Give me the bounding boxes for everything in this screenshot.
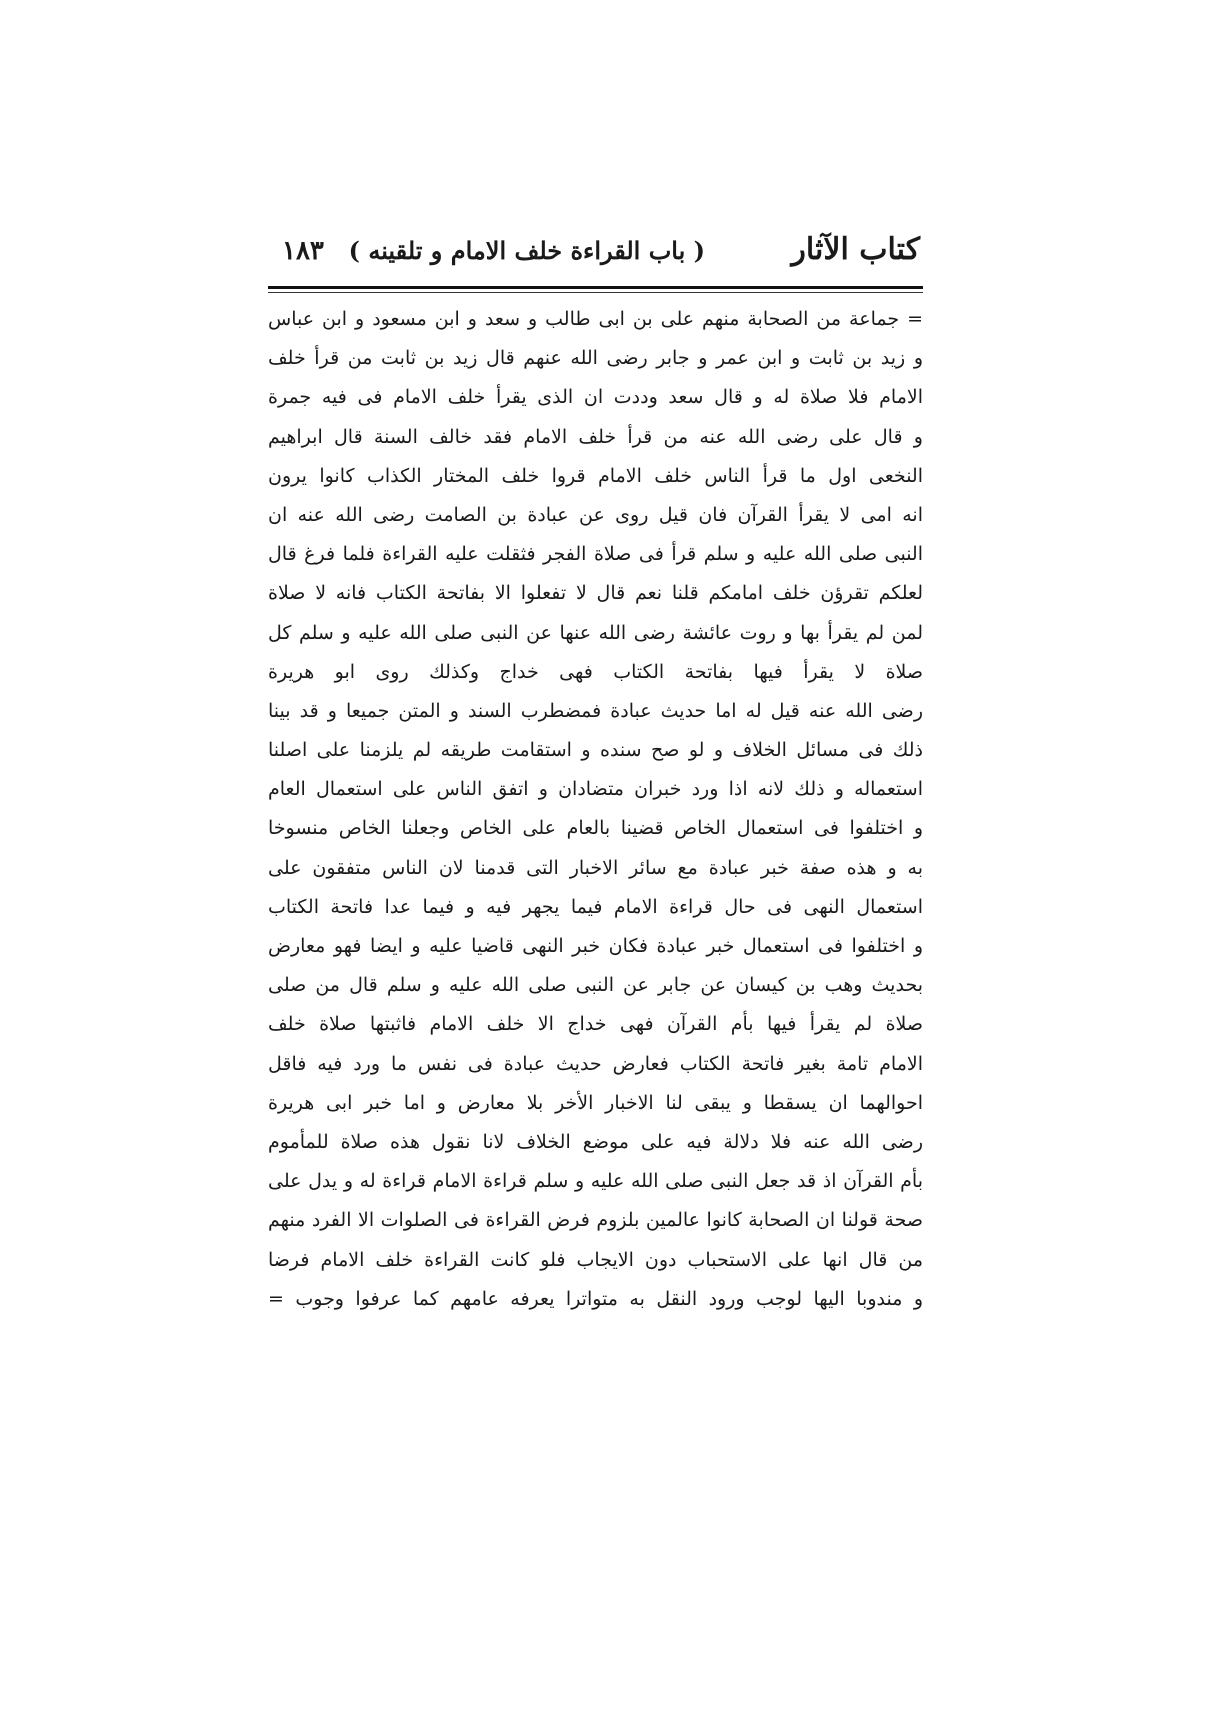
text-line: و مندوبا اليها لوجب ورود النقل به متواترا يعرفه عامهم كما عرفوا وجوب = <box>268 1287 923 1310</box>
text-line: احوالهما ان يسقطا و يبقى لنا الاخبار الأخر بلا معارض و اما خبر ابى هريرة <box>268 1091 923 1114</box>
header-rule-thick <box>268 286 923 289</box>
text-line: و قال على رضى الله عنه من قرأ خلف الامام فقد خالف السنة قال ابراهيم <box>268 425 923 448</box>
text-line: النبى صلى الله عليه و سلم قرأ فى صلاة الفجر فثقلت عليه القراءة فلما فرغ قال <box>268 543 923 566</box>
text-line: صلاة لم يقرأ فيها بأم القرآن فهى خداج الا خلف الامام فاثبتها صلاة خلف <box>268 1013 923 1036</box>
text-line: به و هذه صفة خبر عبادة مع سائر الاخبار التى قدمنا لان الناس متفقون على <box>268 856 923 879</box>
text-line: النخعى اول ما قرأ الناس خلف الامام قروا خلف المختار الكذاب كانوا يرون <box>268 464 923 487</box>
text-line: لمن لم يقرأ بها و روت عائشة رضى الله عنها عن النبى صلى الله عليه و سلم كل <box>268 621 923 644</box>
header-rule-thin <box>268 292 923 293</box>
text-line: بأم القرآن اذ قد جعل النبى صلى الله عليه و سلم قراءة الامام قراءة له و يدل على <box>268 1170 923 1193</box>
text-line: الامام تامة بغير فاتحة الكتاب فعارض حديث عبادة فى نفس ما ورد فيه فاقل <box>268 1052 923 1075</box>
text-line: = جماعة من الصحابة منهم على بن ابى طالب و سعد و ابن مسعود و ابن عباس <box>268 308 923 330</box>
text-line: استعماله و ذلك لانه اذا ورد خبران متضادان و اتفق الناس على استعمال العام <box>268 778 923 801</box>
running-header <box>270 232 920 282</box>
body-text <box>268 300 923 1319</box>
text-line: صحة قولنا ان الصحابة كانوا عالمين بلزوم فرض القراءة فى الصلوات الا الفرد منهم <box>268 1209 923 1232</box>
text-line: بحديث وهب بن كيسان عن جابر عن النبى صلى الله عليه و سلم قال من صلى <box>268 974 923 997</box>
text-line: لعلكم تقرؤن خلف امامكم قلنا نعم قال لا تفعلوا الا بفاتحة الكتاب فانه لا صلاة <box>268 582 923 605</box>
page-number: ١٨٣ <box>282 236 324 266</box>
book-title: كتاب الآثار <box>791 232 920 267</box>
text-line: رضى الله عنه فلا دلالة فيه على موضع الخلاف لانا نقول هذه صلاة للمأموم <box>268 1130 923 1153</box>
chapter-title: ( باب القراءة خلف الامام و تلقينه ) <box>348 236 705 265</box>
text-line: و زيد بن ثابت و ابن عمر و جابر رضى الله عنهم قال زيد بن ثابت من قرأ خلف <box>268 347 923 370</box>
text-line: و اختلفوا فى استعمال الخاص قضينا بالعام على الخاص وجعلنا الخاص منسوخا <box>268 817 923 840</box>
text-line: و اختلفوا فى استعمال خبر عبادة فكان خبر النهى قاضيا عليه و ايضا فهو معارض <box>268 935 923 957</box>
text-line: الامام فلا صلاة له و قال سعد وددت ان الذى يقرأ خلف الامام فى فيه جمرة <box>268 386 923 409</box>
text-line: استعمال النهى فى حال قراءة الامام فيما يجهر فيه و فيما عدا فاتحة الكتاب <box>268 895 923 918</box>
text-line: ذلك فى مسائل الخلاف و لو صح سنده و استقامت طريقه لم يلزمنا على اصلنا <box>268 739 923 762</box>
text-line: صلاة لا يقرأ فيها بفاتحة الكتاب فهى خداج وكذلك روى ابو هريرة <box>268 660 923 683</box>
text-line: انه امى لا يقرأ القرآن فان قيل روى عن عبادة بن الصامت رضى الله عنه ان <box>268 503 923 526</box>
text-line: رضى الله عنه قيل له اما حديث عبادة فمضطرب السند و المتن جميعا و قد بينا <box>268 699 923 722</box>
text-line: من قال انها على الاستحباب دون الايجاب فلو كانت القراءة خلف الامام فرضا <box>268 1248 923 1271</box>
